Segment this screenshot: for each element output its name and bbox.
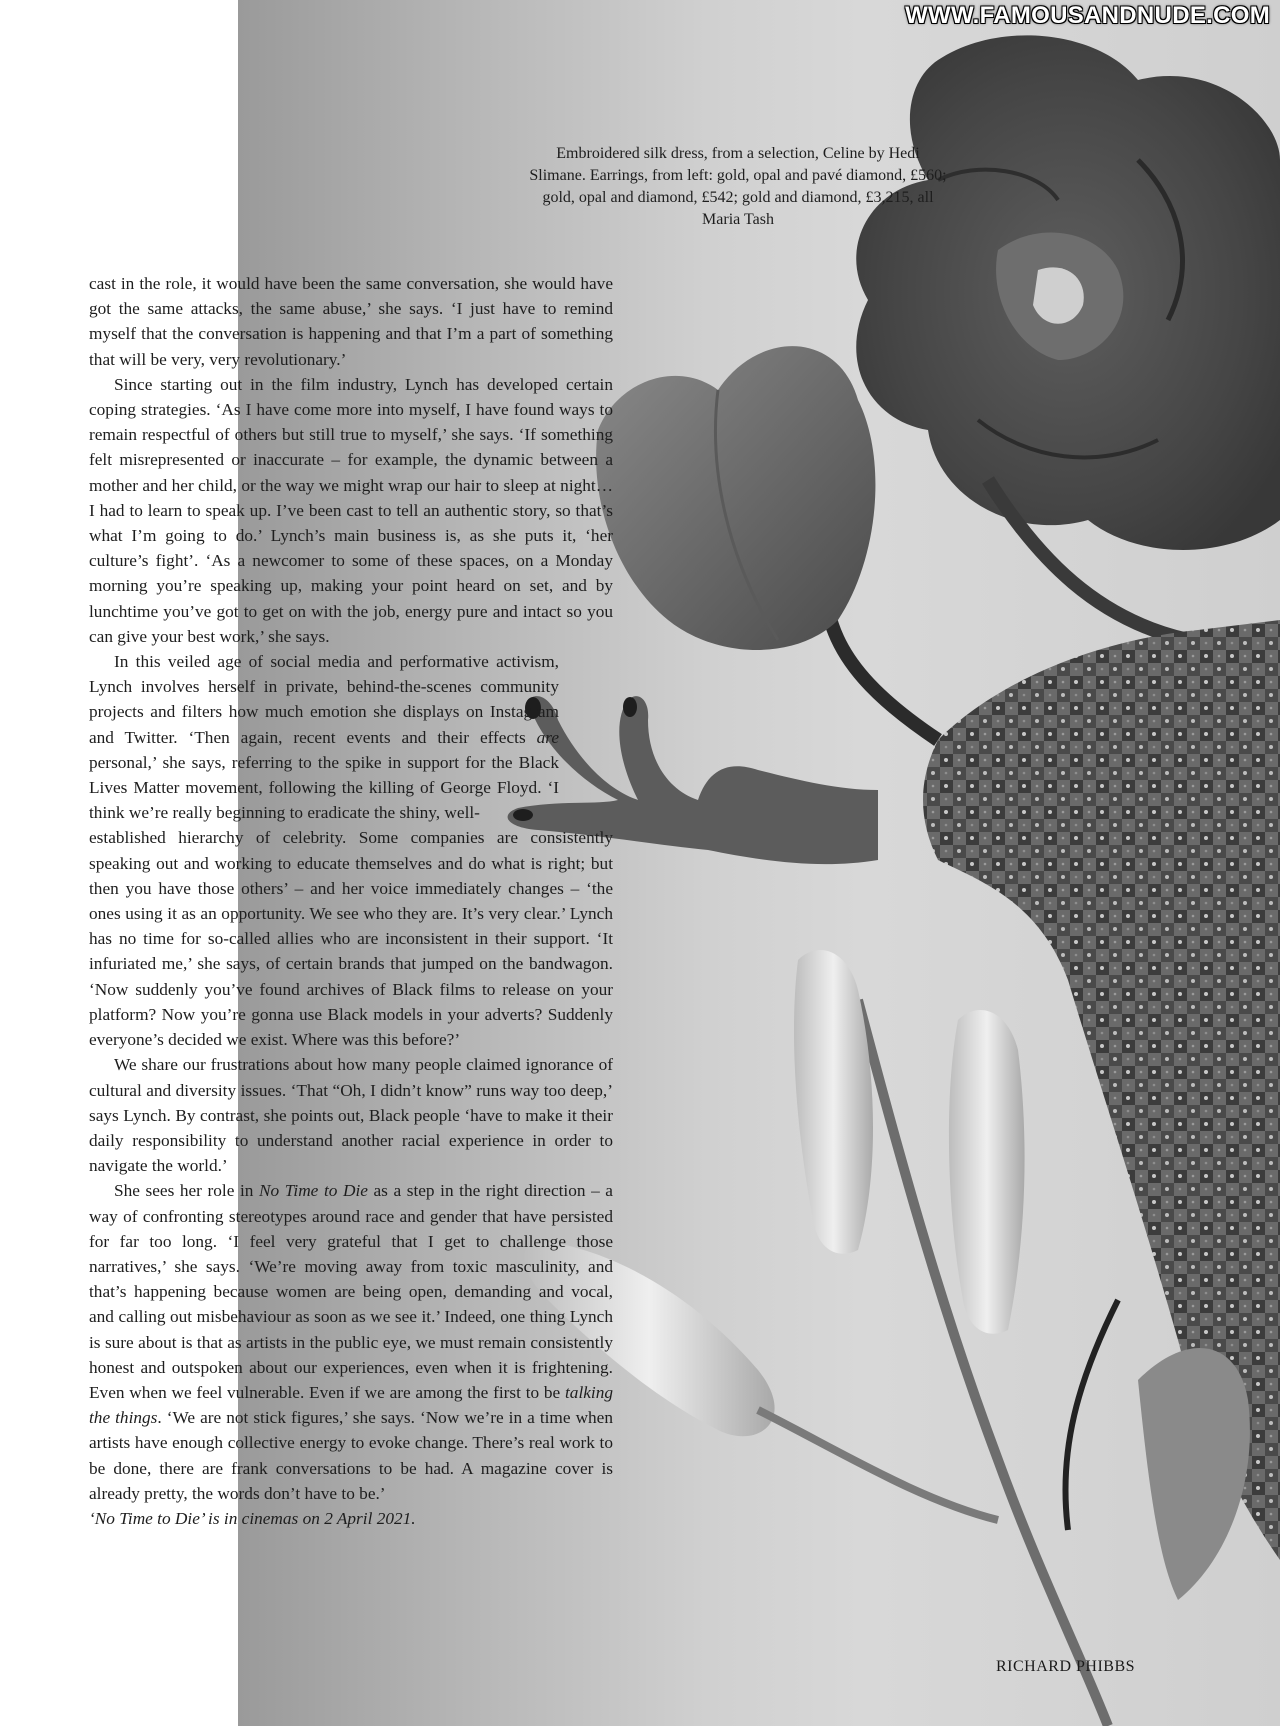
emphasis: are <box>536 727 559 747</box>
text-run: She sees her role in <box>114 1181 259 1201</box>
release-note: ‘No Time to Die’ is in cinemas on 2 April 2021. <box>89 1508 416 1528</box>
text-run: . ‘We are not stick figures,’ she says. ‘Now we’re in a time when artists have enough collective energy to evoke change. There’s real work to be done, there are frank conversations to be had. A magazine cover is already pretty, the words don’t have to be.’ <box>89 1408 613 1503</box>
dark-bloom-shape <box>856 35 1280 640</box>
text-run: as a step in the right direction – a way of confronting stereotypes around race and gender that have persisted for far too long. ‘I feel very grateful that I get to challenge those narratives,’ she says. ‘We’re moving away from toxic masculinity, and that’s happening because women are being open, demanding and vocal, and calling out misbehaviour as soon as we see it.’ Indeed, one thing Lynch is sure about is that as artists in the public eye, we must remain consistently honest and outspoken about our experiences, even when it is frightening. Even when we feel vulnerable. Even if we are among the first to be <box>89 1181 613 1402</box>
article-paragraph: cast in the role, it would have been the same conversation, she would have got the same attacks, the same abuse,’ she says. ‘I just have to remind myself that the conversation is happening and that I’m a part of something that will be very, very revolutionary.’ <box>89 274 613 369</box>
site-watermark: WWW.FAMOUSANDNUDE.COM <box>905 2 1270 29</box>
article-paragraph: We share our frustrations about how many people claimed ignorance of cultural and diversity issues. ‘That “Oh, I didn’t know” runs way too deep,’ says Lynch. By contrast, she points out, Black people ‘have to make it their daily responsibility to understand another racial experience in order to navigate the world.’ <box>89 1055 613 1176</box>
article-paragraph <box>89 649 559 825</box>
film-title: No Time to Die <box>259 1181 368 1201</box>
emphasis: talking the things <box>89 1382 613 1428</box>
article-paragraph: Since starting out in the film industry, Lynch has developed certain coping strategies. ‘As I have come more into myself, I have found ways to remain respectful of others but still true to myself,’ she says. ‘If something felt misrepresented or inaccurate – for example, the dynamic between a mother and her child, or the way we might wrap our hair to sleep at night… I had to learn to speak up. I’ve been cast to tell an authentic story, so that’s what I’m going to do.’ Lynch’s main business is, as she puts it, ‘her culture’s fight’. ‘As a newcomer to some of these spaces, on a Monday morning you’re speaking up, making your point heard on set, and by lunchtime you’ve got to get on with the job, energy pure and intact so you can give your best work,’ she says. <box>89 374 613 646</box>
article-body <box>89 271 613 1531</box>
text-run: In this veiled age of social media and performative activism, Lynch involves herself in private, behind-the-scenes community projects and filters how much emotion she displays on Instagram and Twitter. ‘Then again, recent events and their effects <box>89 652 559 747</box>
photographer-credit: RICHARD PHIBBS <box>996 1658 1136 1675</box>
article-paragraph <box>89 1178 613 1506</box>
photo-caption: Embroidered silk dress, from a selection, Celine by Hedi Slimane. Earrings, from left: gold, opal and pavé diamond, £560; gold, opal and diamond, £542; gold and diamond, £3,215, all Maria Tash <box>529 145 947 228</box>
article-paragraph: established hierarchy of celebrity. Some companies are consistently speaking out and working to educate themselves and do what is right; but then you have those others’ – and her voice immediately changes – ‘the ones using it as an opportunity. We see who they are. It’s very clear.’ Lynch has no time for so-called allies who are inconsistent in their support. ‘It infuriated me,’ she says, of certain brands that jumped on the bandwagon. ‘Now suddenly you’ve found archives of Black films to release on your platform? Now you’re gonna use Black models in your adverts? Suddenly everyone’s decided we exist. Where was this before?’ <box>89 828 613 1050</box>
text-run: personal,’ she says, referring to the spike in support for the Black Lives Matter movement, following the killing of George Floyd. ‘I think we’re really beginning to eradicate the shiny, well- <box>89 752 559 823</box>
